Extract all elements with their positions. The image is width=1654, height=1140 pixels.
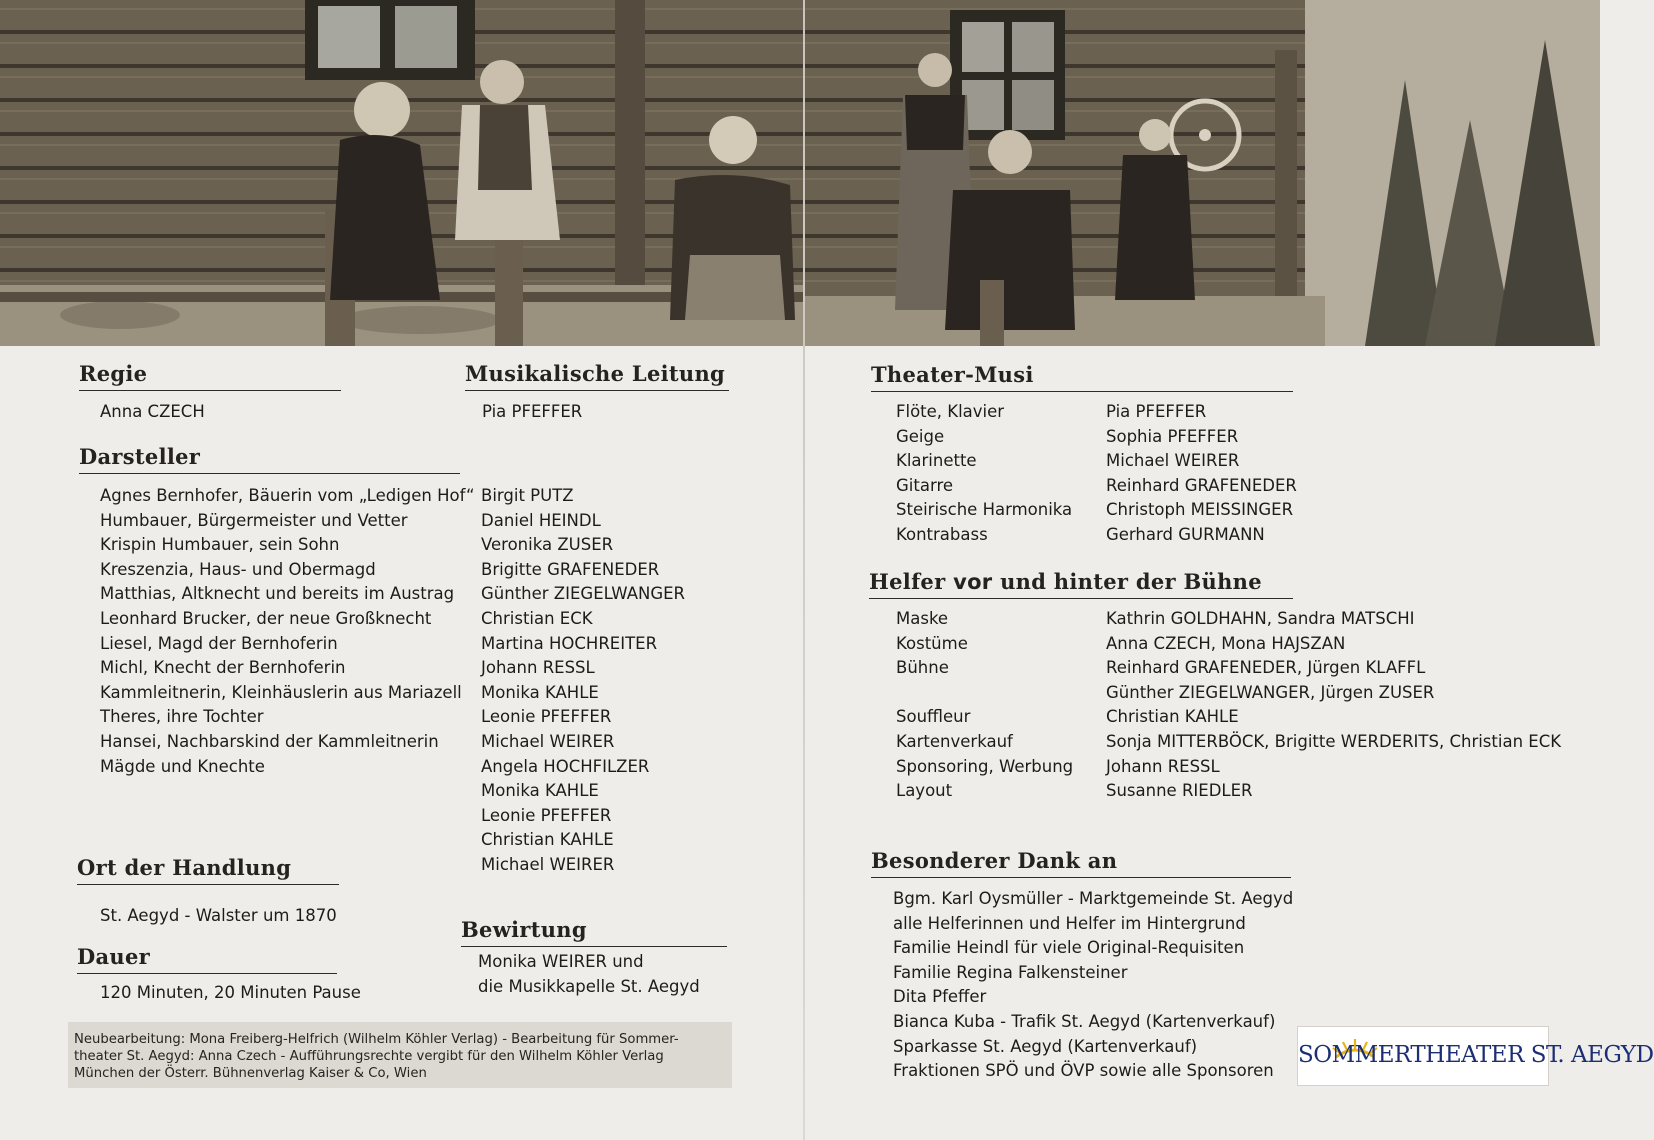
bewirtung-heading: Bewirtung: [461, 917, 727, 947]
actor: Christian KAHLE: [481, 830, 614, 850]
helfer-role: Kostüme: [896, 633, 968, 653]
player: Reinhard GRAFENEDER: [1106, 475, 1297, 495]
helfer-name: Johann RESSL: [1106, 756, 1220, 776]
dauer-heading: Dauer: [77, 944, 337, 974]
dank-line: Bianca Kuba - Trafik St. Aegyd (Kartenverkauf): [893, 1011, 1276, 1031]
actor: Monika KAHLE: [481, 781, 599, 801]
role: Agnes Bernhofer, Bäuerin vom „Ledigen Hof“: [100, 486, 475, 505]
fold-line: [803, 0, 805, 1140]
dank-line: alle Helferinnen und Helfer im Hintergrund: [893, 913, 1246, 933]
role: Theres, ihre Tochter: [100, 707, 264, 727]
bewirtung-text: [478, 950, 700, 999]
actor: Martina HOCHREITER: [481, 633, 658, 653]
credits-line: München der Österr. Bühnenverlag Kaiser & Co, Wien: [74, 1066, 427, 1081]
instrument: Flöte, Klavier: [896, 402, 1005, 421]
helfer-role: Layout: [896, 781, 953, 801]
instrument: Steirische Harmonika: [896, 500, 1073, 520]
actor: Michael WEIRER: [481, 731, 615, 751]
actor: Angela HOCHFILZER: [481, 756, 650, 776]
theater-musi-heading: Theater-Musi: [871, 362, 1293, 392]
bewirtung-line: die Musikkapelle St. Aegyd: [478, 976, 700, 996]
helfer-role: Souffleur: [896, 707, 971, 727]
role: Leonhard Brucker, der neue Großknecht: [100, 608, 432, 628]
regie-heading: Regie: [79, 361, 341, 391]
helfer-name: Anna CZECH, Mona HAJSZAN: [1106, 633, 1346, 653]
actor: Christian ECK: [481, 608, 593, 628]
actor: Brigitte GRAFENEDER: [481, 559, 660, 579]
instrument: Gitarre: [896, 475, 954, 495]
helfer-role: [896, 681, 1073, 706]
helfer-name: Reinhard GRAFENEDER, Jürgen KLAFFL: [1106, 658, 1426, 678]
bewirtung-line: Monika WEIRER und: [478, 952, 644, 971]
logo-text: SOMMERTHEATER ST. AEGYD: [1298, 1042, 1654, 1068]
actor: Daniel HEINDL: [481, 510, 601, 530]
helfer-role: Sponsoring, Werbung: [896, 756, 1074, 776]
helfer-name: Günther ZIEGELWANGER, Jürgen ZUSER: [1106, 682, 1435, 702]
helfer-role: Maske: [896, 609, 949, 628]
actor: Veronika ZUSER: [481, 535, 614, 555]
role: Matthias, Altknecht und bereits im Austrag: [100, 584, 455, 604]
cast-photo-right: [805, 0, 1600, 346]
player: Gerhard GURMANN: [1106, 524, 1265, 544]
darsteller-actors: [481, 484, 685, 878]
helfer-heading-part: vor: [953, 570, 993, 594]
instrument: Kontrabass: [896, 524, 988, 544]
helfer-role: Bühne: [896, 658, 949, 678]
helfer-names: [1106, 607, 1561, 804]
dank-heading: Besonderer Dank an: [871, 848, 1291, 878]
actor: Günther ZIEGELWANGER: [481, 584, 686, 604]
player: Sophia PFEFFER: [1106, 426, 1239, 446]
instrument: Klarinette: [896, 451, 977, 471]
dauer-text: 120 Minuten, 20 Minuten Pause: [100, 983, 361, 1002]
darsteller-heading: Darsteller: [79, 444, 460, 474]
player: Michael WEIRER: [1106, 451, 1240, 471]
theater-musi-instruments: [896, 400, 1072, 548]
role: Mägde und Knechte: [100, 756, 265, 776]
dank-line: Familie Heindl für viele Original-Requisiten: [893, 938, 1245, 958]
dank-line: Fraktionen SPÖ und ÖVP sowie alle Sponsoren: [893, 1061, 1274, 1081]
actor: Monika KAHLE: [481, 682, 599, 702]
dank-line: Dita Pfeffer: [893, 987, 987, 1007]
player: Christoph MEISSINGER: [1106, 500, 1294, 520]
actor: Leonie PFEFFER: [481, 805, 612, 825]
helfer-name: Sonja MITTERBÖCK, Brigitte WERDERITS, Christian ECK: [1106, 731, 1562, 751]
regie-name: Anna CZECH: [100, 402, 205, 421]
helfer-heading-part: und hinter der Bühne: [1000, 569, 1262, 594]
role: Kreszenzia, Haus- und Obermagd: [100, 559, 376, 579]
helfer-name: Christian KAHLE: [1106, 707, 1239, 727]
actor: Birgit PUTZ: [481, 486, 574, 505]
role: Kammleitnerin, Kleinhäuslerin aus Mariazell: [100, 682, 462, 702]
role: Humbauer, Bürgermeister und Vetter: [100, 510, 408, 530]
role: Hansei, Nachbarskind der Kammleitnerin: [100, 731, 439, 751]
actor: Johann RESSL: [481, 658, 595, 678]
ort-heading: Ort der Handlung: [77, 855, 339, 885]
musikalische-leitung-name: Pia PFEFFER: [482, 402, 583, 421]
helfer-heading-part: Helfer: [869, 569, 946, 594]
ort-text: St. Aegyd - Walster um 1870: [100, 906, 337, 925]
sommertheater-logo: [1297, 1026, 1654, 1086]
darsteller-roles: [100, 484, 475, 779]
role: Krispin Humbauer, sein Sohn: [100, 535, 340, 555]
actor: Michael WEIRER: [481, 854, 615, 874]
dank-line: Familie Regina Falkensteiner: [893, 962, 1128, 982]
role: Michl, Knecht der Bernhoferin: [100, 658, 346, 678]
instrument: Geige: [896, 426, 945, 446]
helfer-roles: [896, 607, 1073, 804]
credits-line: theater St. Aegyd: Anna Czech - Aufführungsrechte vergibt für den Wilhelm Köhler Verlag: [74, 1049, 664, 1064]
player: Pia PFEFFER: [1106, 402, 1207, 421]
dank-line: Sparkasse St. Aegyd (Kartenverkauf): [893, 1036, 1198, 1056]
helfer-heading: [869, 569, 1293, 599]
musikalische-leitung-heading: Musikalische Leitung: [465, 361, 729, 391]
credits-box: [68, 1022, 732, 1088]
helfer-name: Kathrin GOLDHAHN, Sandra MATSCHI: [1106, 609, 1415, 628]
credits-line: Neubearbeitung: Mona Freiberg-Helfrich (Wilhelm Köhler Verlag) - Bearbeitung für Sommer-: [74, 1032, 679, 1047]
dank-list: [893, 887, 1293, 1084]
helfer-name: Susanne RIEDLER: [1106, 781, 1253, 801]
cast-photo-left: [0, 0, 803, 346]
role: Liesel, Magd der Bernhoferin: [100, 633, 338, 653]
actor: Leonie PFEFFER: [481, 707, 612, 727]
theater-musi-players: [1106, 400, 1297, 548]
helfer-role: Kartenverkauf: [896, 731, 1013, 751]
dank-line: Bgm. Karl Oysmüller - Marktgemeinde St. Aegyd: [893, 889, 1294, 908]
